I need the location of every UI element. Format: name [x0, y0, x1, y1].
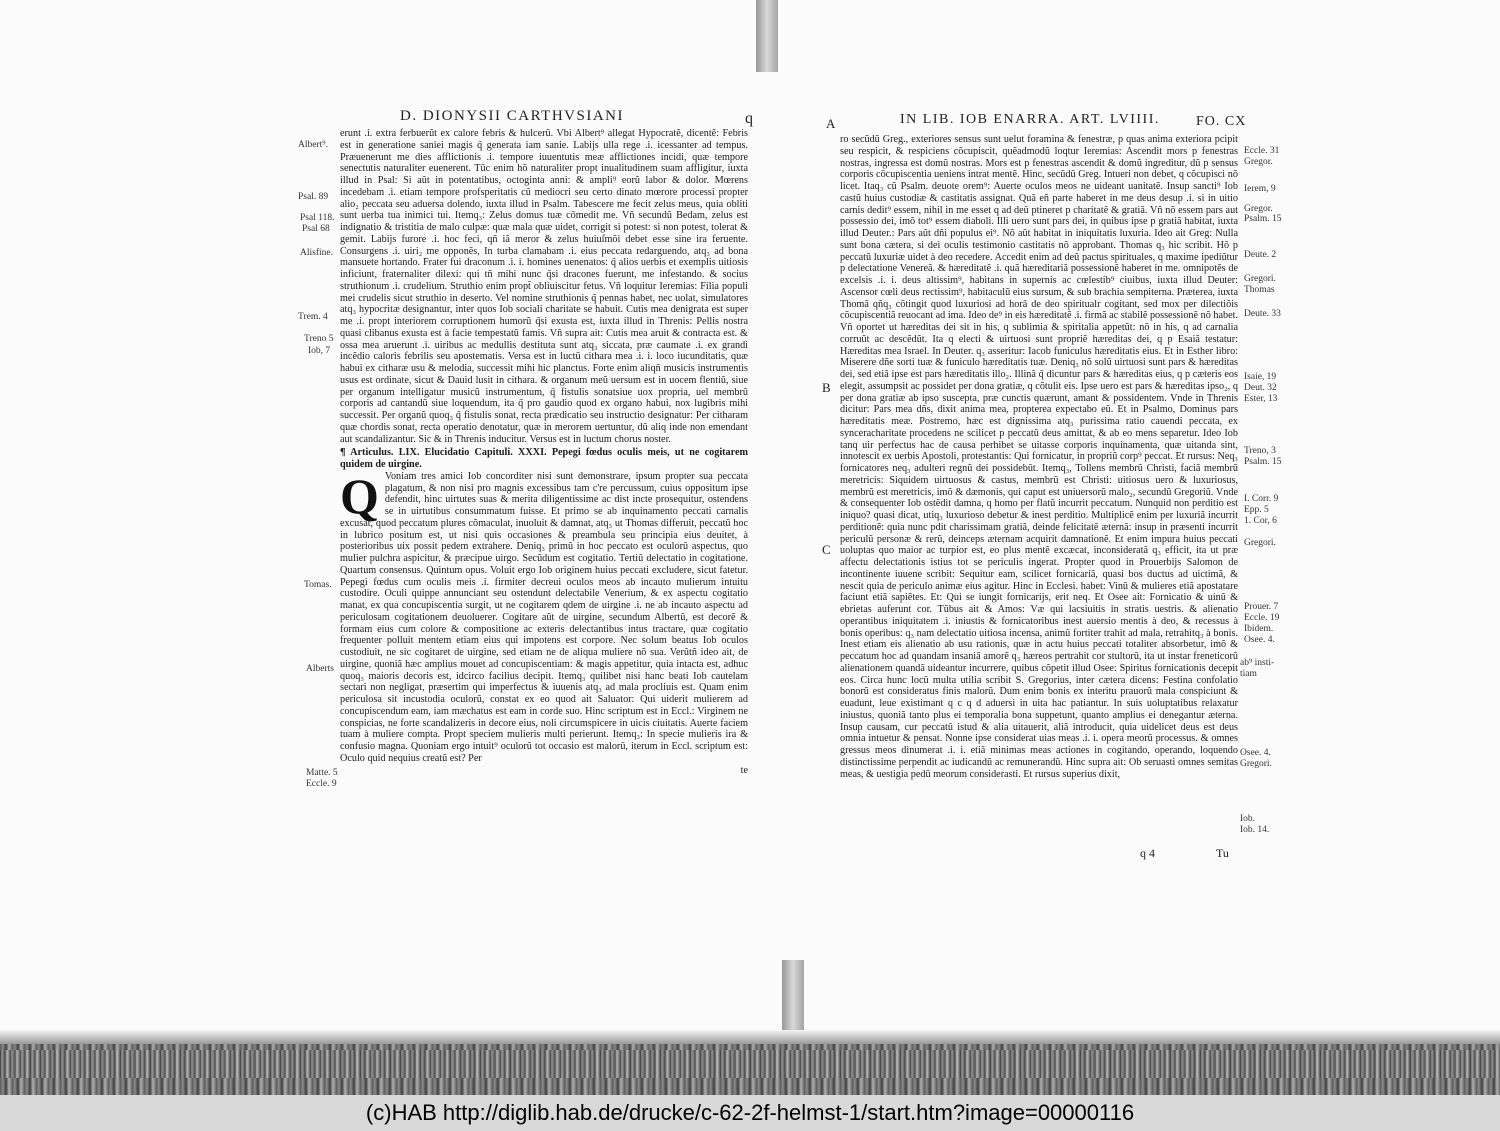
right-margin-note-24: tiam: [1240, 669, 1257, 679]
right-margin-note-13: Treno, 3: [1244, 446, 1276, 456]
right-margin-note-3: Ierem, 9: [1244, 184, 1276, 194]
right-margin-note-26: Gregori.: [1240, 759, 1272, 769]
left-margin-note-7: Treno 5: [304, 334, 334, 344]
drop-capital: Q: [340, 467, 379, 524]
left-signature-mark: q: [745, 110, 753, 127]
left-paragraph-2: [340, 467, 748, 765]
right-margin-note-16: Epp. 5: [1244, 505, 1269, 515]
right-margin-note-17: 1. Cor, 6: [1244, 516, 1277, 526]
right-paragraph-1: ro secũdũ Greg., exteriores sensus sunt uelut foramina & fenestræ, p quas anima exteriora pcipit seu respicit, & respiciens cõcupiscit, quẽadmodũ loqtur Ieremias: Ascendit mors p fenestras nostras, ingressa est domũ nostras. Mors est p fenestras ascendit & domũ ingreditur, dũ p sensus corporis cõcupiscentia ueniens intrat mentẽ. Hinc, secũdũ Greg. Intueri non debet, q cõcupisci nõ licet. Itaq₃ cũ Psalm. deuote orem⁹: Auerte oculos meos ne uideant uanitatẽ. Insup sancti⁹ Iob castũ huius custodiæ & castitatis assignat. Quã eñ parte haberet in me deus desup .i. si in uitio carnis dedit⁹ essem, nihil in me esset q ad deũ ptineret p charitatẽ & gratiã. Vñ nõ essem pars aut possessio dei, imõ tot⁹ essem diaboli. Illi uero sunt pars dei, in quibus ipse p gratiã habitat, iuxta illud Deuter.: Pars aũt dñi populus ei⁹. Nõ aũt habitat in iniquitatis luxuria. Ideo ait Greg: Nulla sunt bona cætera, si dei oculis testimonio castitatis nõ approbant. Thomas q₃ hic scribit. Hõ p peccatũ luxuriæ uidet à deo recedere. Accedit enim ad deũ pactus spirituales, q maxime ipediũtur p delectatione Venereã. & hæreditatẽ .i. quã hæreditariã possessionẽ haberet in me. omnipotẽs de excelsis .i. i. deus altissim⁹, habitans in supernis ac cœlestib⁹ ciuibus, iuxta illud Deuter: Ascensor cœli deus rectissim⁹, habitaculũ eius sursum, & sub brachia sempiterna. Præterea, iuxta Thomã qñq₃ cõtingit quod luxuriosi ad horã de deo spiritualr cogitant, sed mox per dilectiõis cõcupiscentiã reuocant ad ima. Ideo de⁹ in eis hæreditatẽ .i. firmã ac stabilẽ possessionẽ nõ habet. Vñ oportet ut hæreditas dei sit in his, q sublimia & spiritalia appetũt: nõ in his, q ad carnalia corruũt ac descẽdũt. Ita q electi & uirtuosi sunt propriẽ hæreditas dei, q p Esaiã testatur: Hæreditas mea Israel. In Deuter. q₃ asseritur: Iacob funiculus hæreditatis eius. Et in Esther libro: Miserere dñe sorti tuæ & funiculo hæreditatis tuæ. Deniq₃ nõ solũ uirtuosi sunt pars & hæreditas dei, sed etiã ipse est pars hæreditatis illo₂. Illinã q̃ dicuntur pars & hæreditas eius, q p cæteris eos elegit, assumpsit ac possidet per dona gratiæ, q cõtulit eis. Ipse uero est pars & hæreditas ipso₂, q per dona gratiæ ab ipso suscepta, præ cunctis quærunt, amant & possidentem. Vnde in Threnis dicitur: Pars mea dñs, dixit anima mea, propterea expectabo eũ. Et in Psalmo, Dominus pars hæreditatis meæ. Postremo, hæc est dignissima atq₃ purissima ratio cauendi peccata, ex synceracharitate procedens ne scilicet p peccatũ deus amittat, & ab eo mens separetur. Ideo Iob tanq uir perfectus hac de causa perhibet se uitasse corporis inquinamenta, quæ uitanda sint, innotescit ex uerbis Apostoli, protestantis: Qui fornicatur, in propriũ corp⁹ peccat. Et rursus: Neq₃ fornicatores neq₃ adulteri regnũ dei possidebũt. Itemq₃, Tollens membrũ Christi, faciã membrũ meretricis: Siquidem uirtuosus & castus, membrũ est Christi: uitiosus uero & luxuriosus, membrũ est meretricis, imõ & dæmonis, qui caput est uniuersorũ malo₂, secundũ Gregoriũ. Vnde & consequenter Iob ostẽdit damna, q homo per flatũ incurrit peccatum. Nunquid non perditio est iniquo? quasi dicat, utiq₃ luxurioso debetur & inest perditio. Multiplicẽ enim per luxuriã incurrit perditionẽ: quia nunc pdit charissimam gratiã, deinde felicitatẽ æternã: insup in præsenti incurrit periculũ personæ & rerũ, deinceps æternam acquirit damnationẽ. Et enim impura huius peccati uoluptas quo maior ac turpior est, eo plus mentẽ excæcat, inconsideratã q₃ efficit, ita ut præ affectu delectationis istius tot se periculis ingerat. Propter quod in Prouerbijs Salomon de incontinente iuuene scribit: Sequitur eam, scilicet fornicariã, quasi bos ductus ad uictimã, & nescit quia de periculo animæ eius agitur. Hinc in Ecclesi. habet: Vinũ & mulieres etiã apostatare faciunt etiã sapiẽtes. Et: Qui se iungit fornicarijs, erit neq. Et Osee ait: Fornicatio & uinũ & ebrietas auferunt cor. Tũbus ait & Amos: Væ qui lacsiuitis in stratis uestris. & alienatio operantibus iniquitatem .i. iniustis & fornicatoribus inest auersio mentis à deo, & recessus à bonis operibus: q₃ nam delectatio uitiosa incensa, animũ fortiter trahit ad mala, retrahitq₃ à bonis. Inest etiam eis alienatio ab usu rationis, quæ in actu huius peccati totaliter absorbetur, imõ & peccatum hoc ad quandam insaniã amorẽ q₃ hæreos pertrahit cor stultorũ, ita ut instar freneticorũ alienationem quandã uideantur incurrere, quibus cõpetit illud Osee: Spiritus fornicationis decepit eos. Circa hunc locũ multa utilia scribit S. Gregorius, inter cætera dicens: Festina confolatio bonorũ est consideratus finis malorũ. Dum enim bonis ex interitu prauorũ mala conspiciunt & euadunt, leue existimant q c q d aduersi in uita hac patiantur. In suis uoluptatibus relaxatur iniustus, quoniã tanto plus ei temporalia bona suppetunt, quanto amplius ei denegantur æterna. Insup causam, cur peccatũ istud & alia uitauerit, aliã introducit, quia uidelicet deus est deus omnia intuetur & pensat. Nonne ipse considerat uias meas .i. i. opera meorũ processus. & omnes gressus meos dinumerat .i. i. etiã minimas meas actiones in cogitando, operando, loquendo distinctissime perpendit ac iudicandũ ac remunerandũ. Hinc supra ait: Ob seruasti omnes semitas meas, & uestigia pedũ meorum considerasti. Et rursus superius dixit,: [840, 134, 1238, 780]
right-margin-note-19: Prouer. 7: [1244, 602, 1279, 612]
left-margin-note-9: Tomas.: [304, 580, 332, 590]
right-margin-note-11: Deut. 32: [1244, 383, 1277, 393]
right-margin-note-6: Deute. 2: [1244, 250, 1277, 260]
left-margin-note-3: Psal 118.: [300, 213, 335, 223]
left-running-head: D. DIONYSII CARTHVSIANI: [400, 108, 625, 124]
right-margin-note-25: Osee. 4.: [1240, 748, 1271, 758]
left-margin-note-5: Alisfine.: [300, 248, 333, 258]
right-margin-note-1: Eccle. 31: [1244, 146, 1280, 156]
right-margin-note-15: I. Corr. 9: [1244, 494, 1279, 504]
right-margin-note-7: Gregori.: [1244, 274, 1276, 284]
right-margin-note-27: Iob.: [1240, 814, 1256, 824]
copyright-footer: (c)HAB http://diglib.hab.de/drucke/c-62-2f-helmst-1/start.htm?image=00000116: [0, 1095, 1500, 1131]
right-margin-note-2: Gregor.: [1244, 157, 1273, 167]
left-margin-note-8: Iob, 7: [308, 346, 331, 356]
book-edge-band: [0, 1030, 1500, 1095]
left-margin-note-4: Psal 68: [302, 224, 330, 234]
right-running-head: IN LIB. IOB ENARRA. ART. LVIIII.: [900, 112, 1160, 127]
band-fade: [0, 1030, 1500, 1044]
right-margin-note-20: Eccle. 19: [1244, 613, 1280, 623]
left-margin-note-2: Psal. 89: [298, 192, 329, 202]
right-margin-note-22: Osee. 4.: [1244, 635, 1275, 645]
right-margin-note-18: Gregori.: [1244, 538, 1276, 548]
left-paragraph-1: erunt .i. extra ferbuerũt ex calore febris & hulcerũ. Vbi Albert⁹ allegat Hypocratẽ, dicentẽ: Febris est in generatione saniei magis q̃ generata iam sanie. Labijs ulla rege .i. icessanter ad tempus. Præuenerunt me dies afflictionis .i. tempore iuuentutis meæ afflictiones incidi, quæ tempore senectutis naturaliter euenerent. Tũc enim hõ naturaliter propt inualitudinem suam affligitur, iuxta illud in Psal: Si aũt in potentatibus, octoginta anni: & ampli⁹ eorũ labor & dolor. Mœrens incedebam .i. etiam tempore profsperitatis cũ mediocri seu certo dinato mœrore processi propter alio₂ peccata seu aduersa dolendo, iuxta illud in Psalm. Tabescere me fecit zelus meus, quia obliti sunt uerba tua inimici tui. Itemq₃: Zelus domus tuæ cõmedit me. Vñ secundũ Bedam, zelus est indignatio & tristitia de malo culpæ: quæ mala quæ uidet, corrigit si potest: si non potest, tolerat & gemit. Labijs furore .i. hoc feci, qñ iã meror & zelus huiuſmõi debet esse sine ira feruente. Consurgens .i. uiri₂ me opponẽs, In turba clamabam .i. eius peccata redarguendo, atq₃ ad bona mansuete hortando. Frater fui draconum .i. i. homines uenenatos: q̃ alios uerbis et exemplis uitiosis inficiunt, fraternaliter dilexi: qui tñ mihi nunc q̃si dracones fuerunt, me infestando. & socius struthionum .i. crudelium. Struthio enim propt̃ obliuiscitur fetus. Vñ loquitur Ieremias: Filia populi mei crudelis sicut struthio in deserto. Vel nomine struthionis q̃ pennas habet, nec uolat, simulatores atq₃ hypocritæ designantur, inter quos Iob sociali charitate se habuit. Cutis mea denigrata est super me .i. propt interiorem corruptionem humorũ q̃si exusta est, iuxta illud in Threnis: Pellis nostra quasi clibanus exusta est à facie tempestatũ famis. Vñ supra ait: Cutis mea aruit & contracta est. & ossa mea aruerunt .i. uiribus ac medullis destituta sunt atq₃ siccata, præ caumate .i. ex grandi incẽdio caloris febrilis seu apostematis. Versa est in luctũ cithara mea .i. i. loco iucunditatis, quæ habui ex citharæ usu & melodia, successit mihi hic planctus. Forte enim aliqñ musicis instrumentis usus est ordinate, sicut & Dauid lusit in cithara. & organum meũ uersum est in uocem flentiũ, siue per organum intelligatur musicũ instrumentum, q̃ fistulis sonatsiue uox propria, uel membrũ corporis ad cantandũ siue loquendum, ita q̃ pro gaudio quod ex organo habui, nox lugibris mihi successit. Per organũ quoq₃ q̃ fistulis sonat, recta prædicatio seu instructio designatur: Per citharam quæ chordis sonat, recta operatio denotatur, quæ in merorem uertuntur, dũ aliq inde non emendant aut scandalizantur. Sic & in Threnis inducitur. Versus est in luctum chorus noster.: [340, 128, 748, 445]
right-margin-note-9: Deute. 33: [1244, 309, 1281, 319]
section-letter-a: A: [826, 116, 836, 131]
left-text-column: [340, 128, 748, 848]
left-margin-note-11: Matte. 5: [306, 768, 338, 778]
right-catchword: Tu: [1216, 846, 1229, 860]
right-margin-note-5: Psalm. 15: [1244, 214, 1282, 224]
right-margin-note-14: Psalm. 15: [1244, 457, 1282, 467]
left-margin-note-12: Eccle. 9: [306, 779, 337, 789]
left-paragraph-2-text: Voniam tres amici Iob concorditer nisi sunt demonstrare, ipsum propter sua peccata plagatum, & non nisi pro magnis excessibus tam c're percussum, cuius oppositum ipse defendit, hinc uirtutes suas & merita diligentissime ac dist incte prosequitur, ostendens se in uirtutibus consummatum fuisse. Et primo se ab inquinamento peccati carnalis excusat, quod peccatum plures cõmaculat, inuoluit & damnat, atq₃ ut Thomas differuit, peccatũ hoc in lubrico positum est, ut nisi quis occasiones & preambula seu principia eius deuitet, à posterioribus uix possit pedem extrahere. Deniq₃ primũ in hoc peccato est oculorũ aspectus, quo mulier pulchra aspicitur, & præcipue uirgo. Secũdum est cogitatio. Tertiũ delectatio in cogitatione. Quartum consensus. Quintum opus. Voluit ergo Iob originem huius peccati excludere, sicut fatetur. Pepegi fœdus cum oculis meis .i. firmiter decreui oculos meos ab incauto mulierum intuitu custodire. Oculi quippe annunciant seu ostendunt delectabile Venerium, & ex aspectu cogitatio manat, ex qua concupiscentia surgit, ut ne cogitarem qdem de uirgine .i. ne ab incauto aspectu ad periculosam cogitationem deuoluerer. Cogitare aũt de uirgine, secundum Albertũ, est decorẽ & formam eius cum colore & compositione ac exteris delectantibus intus tractare, quæ cogitatio frequenter polluit mentem etiam eius qui impotens est corpore. Nec solum beatus Iob oculos custodiuit, ne sic cogitaret de uirgine, sed etiam ne de aliqua muliere nõ sua. Verũtñ ideo ait, de uirgine, quoniã hæc amplius mouet ad concupiscentiam: & magis appetitur, quia intacta est, adhuc quoq₃ maioris decoris est, idcirco facilius decipit. Itemq₃ quilibet nisi hanc beati Iob cautelam sectari non negligat, præsertim qui imperfectus & iuuenis atq₃ ad mala procliuis est. Quam enim periculosa sit incustodia oculorũ, constat ex eo quod ait Saluator: Qui uiderit mulierem ad concupiscendum eam, iam mæchatus est eam in corde suo. Hinc scriptum est in Eccl.: Virginem ne conspicias, ne forte scandalizeris in decore eius, noli circumspicere in uicis ciuitatis. Auerte faciem tuam à muliere compta. Propt speciem mulieris multi perierunt. Itemq₃: In specie mulieris ira & confusio magna. Quoniam ergo intuit⁹ oculorũ tot occasio est malorũ, iterum in Eccl. scriptum est: Oculo quid nequius creatũ est? Per: [340, 470, 748, 764]
right-signature-mark: q 4: [1140, 846, 1155, 860]
gutter-fold-top: [756, 0, 778, 72]
right-margin-note-28: Iob. 14.: [1240, 825, 1270, 835]
right-margin-note-10: Isaie, 19: [1244, 372, 1277, 382]
section-letter-b: B: [822, 380, 831, 395]
left-margin-note-1: Albert⁹.: [298, 140, 328, 150]
article-heading: ¶ Articulus. LIX. Elucidatio Capituli. XXXI. Pepegi fœdus oculis meis, ut ne cogitarem quidem de uirgine.: [340, 447, 748, 470]
page-edge-stack: [0, 1050, 1500, 1078]
left-margin-note-6: Trem. 4: [298, 312, 328, 322]
left-margin-note-10: Alberts: [306, 664, 334, 674]
left-catchword: te: [740, 764, 748, 776]
right-margin-note-4: Gregor.: [1244, 204, 1273, 214]
right-margin-note-8: Thomas: [1244, 285, 1275, 295]
right-margin-note-12: Ester, 13: [1244, 394, 1278, 404]
right-margin-note-21: Ibidem.: [1244, 624, 1274, 634]
gutter-fold-bottom: [782, 960, 804, 1030]
section-letter-c: C: [822, 542, 831, 557]
right-margin-note-23: ab⁹ insti-: [1240, 658, 1275, 668]
right-folio-number: FO. CX: [1196, 114, 1247, 129]
right-text-column: [840, 134, 1238, 844]
